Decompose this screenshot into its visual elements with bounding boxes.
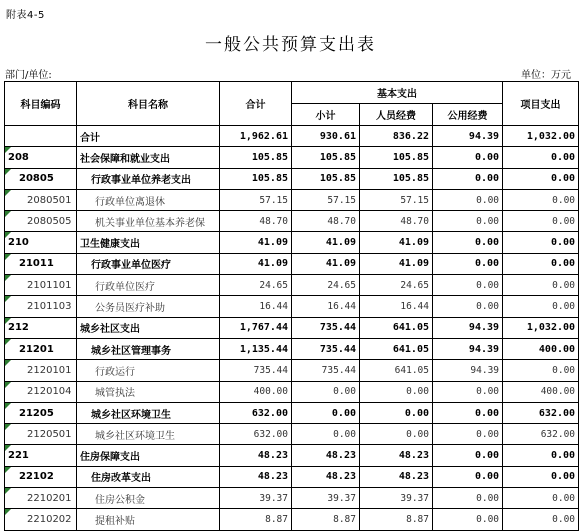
cell-subtotal: 39.37	[292, 488, 360, 509]
table-row[interactable]	[5, 232, 579, 253]
cell-name: 提租补贴	[77, 509, 220, 530]
cell-code	[5, 126, 77, 147]
cell-marker-icon	[5, 509, 11, 515]
cell-project: 0.00	[503, 253, 579, 274]
cell-name: 城乡社区管理事务	[77, 338, 220, 359]
cell-marker-icon	[5, 445, 11, 451]
cell-total: 57.15	[220, 189, 292, 210]
table-row[interactable]	[5, 168, 579, 189]
cell-name: 合计	[77, 126, 220, 147]
cell-personnel: 641.05	[360, 338, 433, 359]
cell-code: 2210201	[5, 488, 77, 509]
cell-marker-icon	[5, 211, 11, 217]
cell-project: 632.00	[503, 402, 579, 423]
cell-code: 221	[5, 445, 77, 466]
cell-subtotal: 105.85	[292, 147, 360, 168]
unit-label: 单位：万元	[521, 70, 571, 81]
cell-marker-icon	[5, 339, 11, 345]
cell-marker-icon	[5, 232, 11, 238]
cell-total: 16.44	[220, 296, 292, 317]
cell-personnel: 641.05	[360, 360, 433, 381]
cell-code: 20805	[5, 168, 77, 189]
cell-subtotal: 48.23	[292, 466, 360, 487]
header-public: 公用经费	[433, 104, 503, 126]
cell-personnel: 641.05	[360, 317, 433, 338]
table-row[interactable]	[5, 381, 579, 402]
cell-total: 39.37	[220, 488, 292, 509]
cell-total: 8.87	[220, 509, 292, 530]
cell-subtotal: 57.15	[292, 189, 360, 210]
cell-total: 105.85	[220, 147, 292, 168]
header-personnel: 人员经费	[360, 104, 433, 126]
cell-code: 2120104	[5, 381, 77, 402]
cell-personnel: 39.37	[360, 488, 433, 509]
table-row[interactable]	[5, 402, 579, 423]
cell-project: 0.00	[503, 168, 579, 189]
cell-personnel: 105.85	[360, 168, 433, 189]
cell-subtotal: 41.09	[292, 232, 360, 253]
cell-code: 21011	[5, 253, 77, 274]
table-row[interactable]	[5, 211, 579, 232]
cell-name: 社会保障和就业支出	[77, 147, 220, 168]
cell-public: 94.39	[433, 338, 503, 359]
cell-subtotal: 24.65	[292, 275, 360, 296]
cell-code: 21205	[5, 402, 77, 423]
table-row[interactable]	[5, 445, 579, 466]
table-body	[5, 126, 579, 531]
cell-personnel: 0.00	[360, 424, 433, 445]
cell-project: 0.00	[503, 445, 579, 466]
cell-public: 0.00	[433, 253, 503, 274]
cell-project: 400.00	[503, 338, 579, 359]
cell-personnel: 41.09	[360, 232, 433, 253]
table-row[interactable]	[5, 317, 579, 338]
cell-public: 0.00	[433, 424, 503, 445]
cell-total: 48.70	[220, 211, 292, 232]
cell-total: 105.85	[220, 168, 292, 189]
header-code: 科目编码	[5, 82, 77, 126]
table-row[interactable]	[5, 189, 579, 210]
cell-marker-icon	[5, 467, 11, 473]
cell-subtotal: 930.61	[292, 126, 360, 147]
cell-name: 行政单位医疗	[77, 275, 220, 296]
budget-table	[4, 81, 579, 531]
department-label: 部门/单位:	[5, 70, 52, 81]
cell-name: 行政事业单位养老支出	[77, 168, 220, 189]
cell-code: 2080501	[5, 189, 77, 210]
table-row[interactable]	[5, 360, 579, 381]
table-row[interactable]	[5, 275, 579, 296]
cell-subtotal: 735.44	[292, 317, 360, 338]
page-title: 一般公共预算支出表	[205, 35, 376, 55]
cell-code: 2210202	[5, 509, 77, 530]
table-row[interactable]	[5, 253, 579, 274]
cell-project: 0.00	[503, 189, 579, 210]
cell-subtotal: 735.44	[292, 338, 360, 359]
cell-code: 2101101	[5, 275, 77, 296]
cell-name: 机关事业单位基本养老保	[77, 211, 220, 232]
table-row[interactable]	[5, 147, 579, 168]
cell-code: 210	[5, 232, 77, 253]
cell-public: 0.00	[433, 381, 503, 402]
cell-personnel: 48.23	[360, 445, 433, 466]
cell-name: 住房保障支出	[77, 445, 220, 466]
cell-marker-icon	[5, 318, 11, 324]
cell-name: 行政事业单位医疗	[77, 253, 220, 274]
cell-name: 住房公积金	[77, 488, 220, 509]
cell-public: 0.00	[433, 211, 503, 232]
cell-subtotal: 735.44	[292, 360, 360, 381]
cell-code: 212	[5, 317, 77, 338]
cell-public: 0.00	[433, 275, 503, 296]
cell-public: 0.00	[433, 189, 503, 210]
cell-subtotal: 0.00	[292, 381, 360, 402]
cell-project: 0.00	[503, 509, 579, 530]
header-subtotal: 小计	[292, 104, 360, 126]
cell-code: 2120501	[5, 424, 77, 445]
cell-personnel: 24.65	[360, 275, 433, 296]
cell-project: 0.00	[503, 211, 579, 232]
cell-name: 城乡社区支出	[77, 317, 220, 338]
cell-personnel: 0.00	[360, 381, 433, 402]
cell-total: 24.65	[220, 275, 292, 296]
cell-project: 0.00	[503, 296, 579, 317]
cell-total: 632.00	[220, 402, 292, 423]
cell-code: 2101103	[5, 296, 77, 317]
cell-marker-icon	[5, 403, 11, 409]
cell-project: 632.00	[503, 424, 579, 445]
cell-project: 0.00	[503, 466, 579, 487]
cell-code: 22102	[5, 466, 77, 487]
cell-public: 0.00	[433, 402, 503, 423]
cell-name: 城管执法	[77, 381, 220, 402]
cell-subtotal: 0.00	[292, 402, 360, 423]
table-row[interactable]	[5, 338, 579, 359]
cell-marker-icon	[5, 169, 11, 175]
cell-public: 0.00	[433, 296, 503, 317]
cell-marker-icon	[5, 254, 11, 260]
cell-marker-icon	[5, 190, 11, 196]
cell-public: 0.00	[433, 488, 503, 509]
cell-project: 0.00	[503, 488, 579, 509]
table-row[interactable]	[5, 126, 579, 147]
cell-marker-icon	[5, 488, 11, 494]
cell-subtotal: 48.70	[292, 211, 360, 232]
cell-personnel: 57.15	[360, 189, 433, 210]
cell-total: 41.09	[220, 253, 292, 274]
table-row[interactable]	[5, 424, 579, 445]
cell-total: 632.00	[220, 424, 292, 445]
cell-personnel: 48.70	[360, 211, 433, 232]
cell-public: 0.00	[433, 232, 503, 253]
cell-marker-icon	[5, 275, 11, 281]
cell-subtotal: 105.85	[292, 168, 360, 189]
cell-personnel: 105.85	[360, 147, 433, 168]
cell-name: 城乡社区环境卫生	[77, 402, 220, 423]
cell-personnel: 836.22	[360, 126, 433, 147]
cell-project: 1,032.00	[503, 126, 579, 147]
cell-code: 2120101	[5, 360, 77, 381]
cell-name: 住房改革支出	[77, 466, 220, 487]
cell-public: 0.00	[433, 445, 503, 466]
cell-personnel: 0.00	[360, 402, 433, 423]
cell-code: 208	[5, 147, 77, 168]
cell-subtotal: 0.00	[292, 424, 360, 445]
cell-project: 0.00	[503, 232, 579, 253]
cell-total: 41.09	[220, 232, 292, 253]
cell-total: 1,135.44	[220, 338, 292, 359]
header-name: 科目名称	[77, 82, 220, 126]
cell-personnel: 48.23	[360, 466, 433, 487]
cell-marker-icon	[5, 360, 11, 366]
cell-project: 1,032.00	[503, 317, 579, 338]
cell-code: 21201	[5, 338, 77, 359]
cell-subtotal: 48.23	[292, 445, 360, 466]
cell-public: 0.00	[433, 509, 503, 530]
cell-total: 1,962.61	[220, 126, 292, 147]
attachment-label: 附表4-5	[6, 10, 45, 21]
cell-project: 0.00	[503, 360, 579, 381]
cell-name: 卫生健康支出	[77, 232, 220, 253]
cell-marker-icon	[5, 424, 11, 430]
cell-total: 48.23	[220, 466, 292, 487]
table-row[interactable]	[5, 488, 579, 509]
cell-project: 0.00	[503, 147, 579, 168]
cell-total: 735.44	[220, 360, 292, 381]
cell-subtotal: 16.44	[292, 296, 360, 317]
cell-marker-icon	[5, 147, 11, 153]
cell-personnel: 8.87	[360, 509, 433, 530]
cell-subtotal: 41.09	[292, 253, 360, 274]
cell-public: 0.00	[433, 168, 503, 189]
cell-name: 行政单位离退休	[77, 189, 220, 210]
cell-code: 2080505	[5, 211, 77, 232]
table-row[interactable]	[5, 509, 579, 530]
cell-total: 1,767.44	[220, 317, 292, 338]
cell-public: 0.00	[433, 147, 503, 168]
cell-personnel: 41.09	[360, 253, 433, 274]
table-row[interactable]	[5, 466, 579, 487]
cell-subtotal: 8.87	[292, 509, 360, 530]
header-basic: 基本支出	[292, 82, 503, 104]
header-total: 合计	[220, 82, 292, 126]
cell-marker-icon	[5, 296, 11, 302]
cell-name: 城乡社区环境卫生	[77, 424, 220, 445]
table-row[interactable]	[5, 296, 579, 317]
cell-personnel: 16.44	[360, 296, 433, 317]
header-project: 项目支出	[503, 82, 579, 126]
cell-marker-icon	[5, 382, 11, 388]
cell-public: 94.39	[433, 360, 503, 381]
cell-total: 400.00	[220, 381, 292, 402]
cell-name: 公务员医疗补助	[77, 296, 220, 317]
cell-public: 94.39	[433, 126, 503, 147]
cell-public: 94.39	[433, 317, 503, 338]
cell-project: 0.00	[503, 275, 579, 296]
cell-public: 0.00	[433, 466, 503, 487]
cell-project: 400.00	[503, 381, 579, 402]
cell-name: 行政运行	[77, 360, 220, 381]
cell-total: 48.23	[220, 445, 292, 466]
